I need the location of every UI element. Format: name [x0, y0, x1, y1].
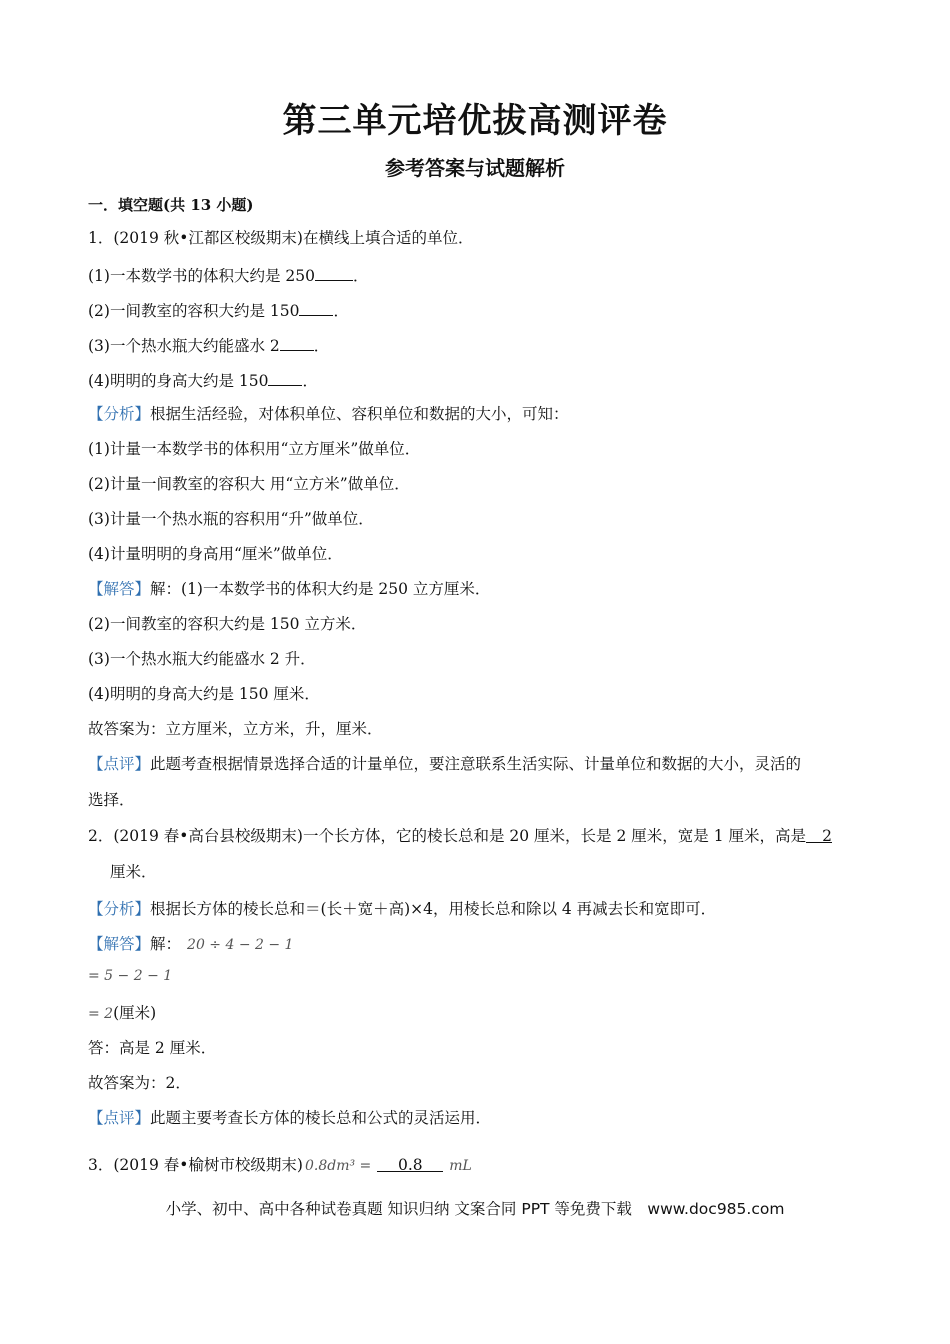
- answer-tag: 【解答】: [88, 935, 151, 953]
- q1-item-4: (4)明明的身高大约是 150 ．: [88, 369, 318, 391]
- q2-comment: 【点评】此题主要考查长方体的棱长总和公式的灵活运用．: [88, 1109, 492, 1127]
- q1-analysis: 【分析】根据生活经验，对体积单位、容积单位和数据的大小，可知：: [88, 405, 569, 423]
- comment-tag: 【点评】: [88, 755, 151, 773]
- q1-analysis-line-3: (3)计量一个热水瓶的容积用“升”做单位．: [88, 510, 374, 528]
- q2-answer-blank: 2: [806, 826, 832, 843]
- footer-text: 小学、初中、高中各种试卷真题 知识归纳 文案合同 PPT 等免费下载 www.doc985.com: [165, 1200, 785, 1218]
- q2-analysis: 【分析】根据长方体的棱长总和＝(长＋宽＋高)×4，用棱长总和除以 4 再减去长和宽即可．: [88, 900, 717, 918]
- q1-item-1: (1)一本数学书的体积大约是 250 ．: [88, 264, 368, 286]
- q2-stem: 2．(2019 春•高台县校级期末)一个长方体，它的棱长总和是 20 厘米，长是 2 厘米，宽是 1 厘米，高是 2: [88, 827, 832, 845]
- q1-analysis-line-1: (1)计量一本数学书的体积用“立方厘米”做单位．: [88, 440, 421, 458]
- q1-analysis-line-4: (4)计量明明的身高用“厘米”做单位．: [88, 545, 343, 563]
- q2-final-answer: 故答案为：2．: [88, 1074, 191, 1092]
- answer-tag: 【解答】: [88, 580, 151, 598]
- q1-final-answer: 故答案为：立方厘米，立方米，升，厘米．: [88, 720, 383, 738]
- q2-calc-3: = 2(厘米): [88, 1004, 157, 1022]
- q3-expr: 0.8dm³ =: [304, 1158, 372, 1174]
- q1-comment-cont: 选择．: [88, 791, 135, 809]
- q1-analysis-line-2: (2)计量一间教室的容积大 用“立方米”做单位．: [88, 475, 410, 493]
- q2-stem-cont: 厘米．: [110, 863, 157, 881]
- analysis-tag: 【分析】: [88, 900, 151, 918]
- q1-answer-line-4: (4)明明的身高大约是 150 厘米．: [88, 685, 320, 703]
- q3-unit: mL: [449, 1158, 472, 1174]
- q1-item-2: (2)一间教室的容积大约是 150 ．: [88, 299, 349, 321]
- q1-comment: 【点评】此题考查根据情景选择合适的计量单位，要注意联系生活实际、计量单位和数据的大小，灵活的: [88, 755, 802, 773]
- q2-reply: 答：高是 2 厘米．: [88, 1039, 217, 1057]
- q1-answer: 【解答】解：(1)一本数学书的体积大约是 250 立方厘米．: [88, 580, 491, 598]
- q3-stem: 3．(2019 春•榆树市校级期末) 0.8dm³ = 0.8 mL: [88, 1156, 472, 1174]
- comment-tag: 【点评】: [88, 1109, 151, 1127]
- page-title: 第三单元培优拔高测评卷: [282, 101, 668, 141]
- q1-stem: 1．(2019 秋•江都区校级期末)在横线上填合适的单位．: [88, 229, 474, 247]
- page-subtitle: 参考答案与试题解析: [385, 156, 565, 180]
- q1-answer-line-2: (2)一间教室的容积大约是 150 立方米．: [88, 615, 367, 633]
- analysis-tag: 【分析】: [88, 405, 151, 423]
- q3-answer-blank: 0.8: [377, 1155, 443, 1172]
- section-heading: 一．填空题(共 13 小题): [88, 196, 254, 214]
- q2-calc-1: 20 ÷ 4 − 2 − 1: [187, 937, 294, 953]
- q1-answer-line-3: (3)一个热水瓶大约能盛水 2 升．: [88, 650, 316, 668]
- q2-calc-2: = 5 − 2 − 1: [88, 968, 173, 984]
- q2-answer: 【解答】解： 20 ÷ 4 − 2 − 1: [88, 935, 294, 953]
- q1-item-3: (3)一个热水瓶大约能盛水 2 ．: [88, 334, 329, 356]
